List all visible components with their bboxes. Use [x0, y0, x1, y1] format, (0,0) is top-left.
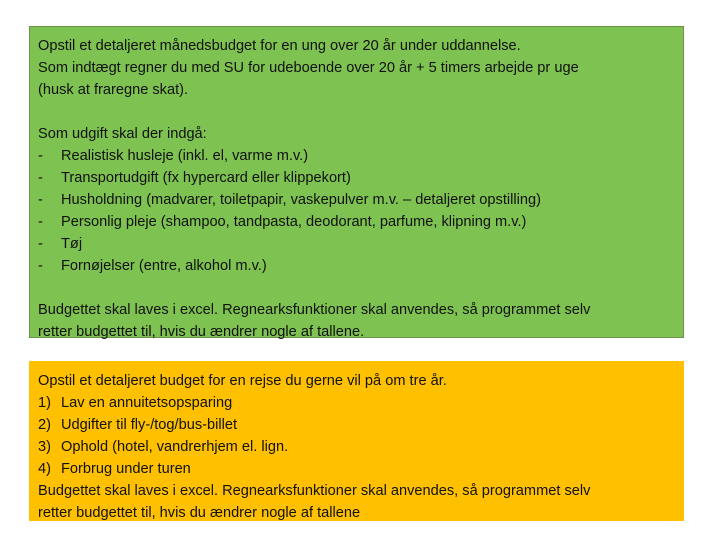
- expense-text: Fornøjelser (entre, alkohol m.v.): [61, 258, 267, 274]
- expense-item: [38, 167, 675, 189]
- step-number: 4): [38, 461, 51, 477]
- bullet-dash: -: [38, 170, 43, 186]
- expenses-heading: Som udgift skal der indgå:: [38, 126, 207, 142]
- expense-text: Transportudgift (fx hypercard eller klippekort): [61, 170, 351, 186]
- task1-intro-line-2: Som indtægt regner du med SU for udeboende over 20 år + 5 timers arbejde pr uge: [38, 60, 579, 76]
- task2-intro: Opstil et detaljeret budget for en rejse du gerne vil på om tre år.: [38, 373, 447, 389]
- spacer: [38, 277, 675, 299]
- expense-item: [38, 211, 675, 233]
- step-item: [38, 392, 675, 414]
- step-number: 2): [38, 417, 51, 433]
- step-text: Udgifter til fly-/tog/bus-billet: [61, 417, 238, 433]
- step-item: [38, 436, 675, 458]
- step-text: Forbrug under turen: [61, 461, 191, 477]
- step-text: Ophold (hotel, vandrerhjem el. lign.: [61, 439, 289, 455]
- expense-item: [38, 255, 675, 277]
- task1-intro-line-1: Opstil et detaljeret månedsbudget for en ung over 20 år under uddannelse.: [38, 38, 521, 54]
- spacer: [38, 101, 675, 123]
- step-item: [38, 414, 675, 436]
- task1-closing-line-2: retter budgettet til, hvis du ændrer nogle af tallene.: [38, 324, 365, 340]
- travel-budget-task-box: [29, 361, 684, 521]
- expense-text: Personlig pleje (shampoo, tandpasta, deodorant, parfume, klipning m.v.): [61, 214, 527, 230]
- expense-item: [38, 189, 675, 211]
- expense-item: [38, 145, 675, 167]
- monthly-budget-task-box: [29, 26, 684, 338]
- step-item: [38, 458, 675, 480]
- expense-text: Realistisk husleje (inkl. el, varme m.v.): [61, 148, 309, 164]
- step-text: Lav en annuitetsopsparing: [61, 395, 233, 411]
- task2-closing-line-2: retter budgettet til, hvis du ændrer nogle af tallene: [38, 505, 361, 521]
- bullet-dash: -: [38, 258, 43, 274]
- bullet-dash: -: [38, 192, 43, 208]
- expense-text: Husholdning (madvarer, toiletpapir, vaskepulver m.v. – detaljeret opstilling): [61, 192, 541, 208]
- bullet-dash: -: [38, 236, 43, 252]
- expense-item: [38, 233, 675, 255]
- task1-closing-line-1: Budgettet skal laves i excel. Regnearksfunktioner skal anvendes, så programmet selv: [38, 302, 591, 318]
- task1-intro-line-3: (husk at fraregne skat).: [38, 82, 189, 98]
- expense-text: Tøj: [61, 236, 83, 252]
- bullet-dash: -: [38, 148, 43, 164]
- bullet-dash: -: [38, 214, 43, 230]
- step-number: 1): [38, 395, 51, 411]
- task2-closing-line-1: Budgettet skal laves i excel. Regnearksfunktioner skal anvendes, så programmet selv: [38, 483, 591, 499]
- step-number: 3): [38, 439, 51, 455]
